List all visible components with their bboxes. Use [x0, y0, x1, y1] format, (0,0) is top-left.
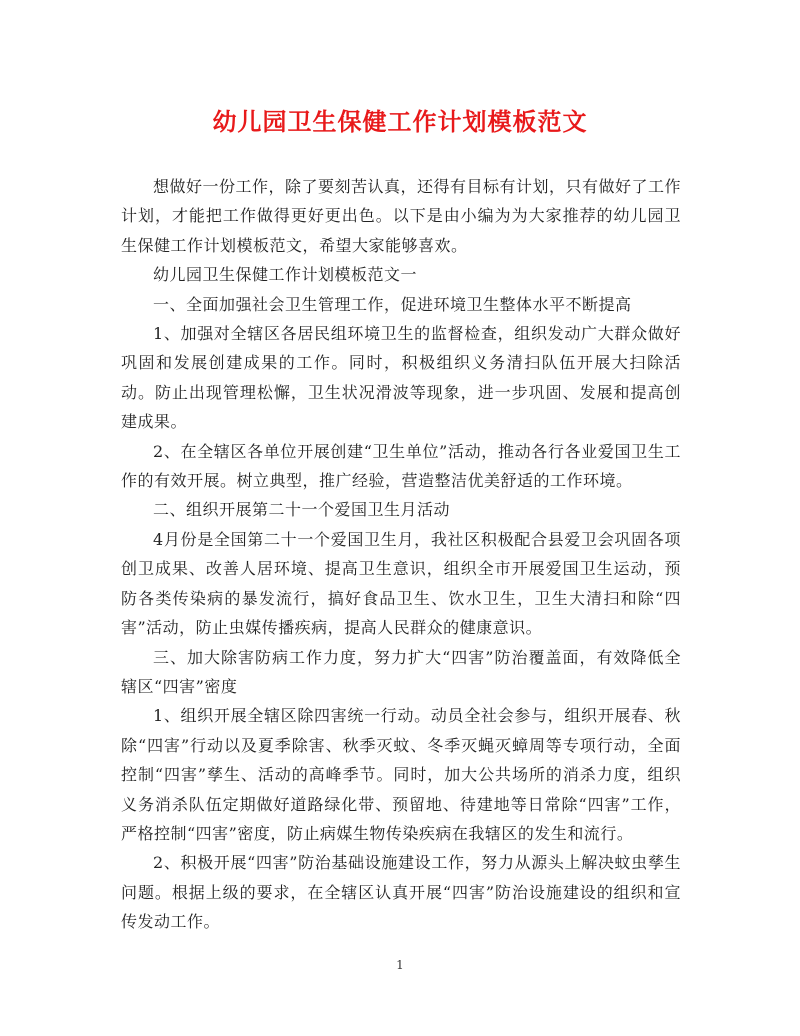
section-heading: 三、加大除害防病工作力度，努力扩大“四害”防治覆盖面，有效降低全辖区“四害”密度 — [121, 647, 681, 696]
body-paragraph: 1、加强对全辖区各居民组环境卫生的监督检查，组织发动广大群众做好巩固和发展创建成果的工作。同时，积极组织义务清扫队伍开展大扫除活动。防止出现管理松懈，卫生状况滑波等现象，进一步巩固、发展和提高创建成果。 — [121, 324, 681, 432]
intro-paragraph: 想做好一份工作，除了要刻苦认真，还得有目标有计划，只有做好了工作计划，才能把工作做得更好更出色。以下是由小编为为大家推荐的幼儿园卫生保健工作计划模板范文，希望大家能够喜欢。 — [121, 177, 682, 255]
section-heading: 一、全面加强社会卫生管理工作，促进环境卫生整体水平不断提高 — [153, 294, 632, 314]
body-paragraph: 2、在全辖区各单位开展创建“卫生单位”活动，推动各行各业爱国卫生工作的有效开展。树立典型，推广经验，营造整洁优美舒适的工作环境。 — [121, 441, 681, 491]
page-title: 幼儿园卫生保健工作计划模板范文 — [212, 107, 588, 136]
body-paragraph: 4月份是全国第二十一个爱国卫生月，我社区积极配合县爱卫会巩固各项创卫成果、改善人居环境、提高卫生意识，组织全市开展爱国卫生运动，预防各类传染病的暴发流行，搞好食品卫生、饮水卫生，卫生大清扫和除“四害”活动，防止虫媒传播疾病，提高人民群众的健康意识。 — [121, 529, 681, 638]
body-paragraph: 2、积极开展“四害”防治基础设施建设工作，努力从源头上解决蚊虫孳生问题。根据上级的要求，在全辖区认真开展“四害”防治设施建设的组织和宣传发动工作。 — [121, 853, 681, 932]
page-number: 1 — [396, 958, 404, 972]
section-heading: 幼儿园卫生保健工作计划模板范文一 — [153, 265, 418, 285]
section-heading: 二、组织开展第二十一个爱国卫生月活动 — [153, 500, 451, 520]
document-body — [121, 172, 681, 937]
body-paragraph: 1、组织开展全辖区除四害统一行动。动员全社会参与，组织开展春、秋除“四害”行动以及夏季除害、秋季灭蚊、冬季灭蝇灭蟑周等专项行动，全面控制“四害”孳生、活动的高峰季节。同时，加大公共场所的消杀力度，组织义务消杀队伍定期做好道路绿化带、预留地、待建地等日常除“四害”工作，严格控制“四害”密度，防止病媒生物传染疾病在我辖区的发生和流行。 — [121, 706, 681, 843]
